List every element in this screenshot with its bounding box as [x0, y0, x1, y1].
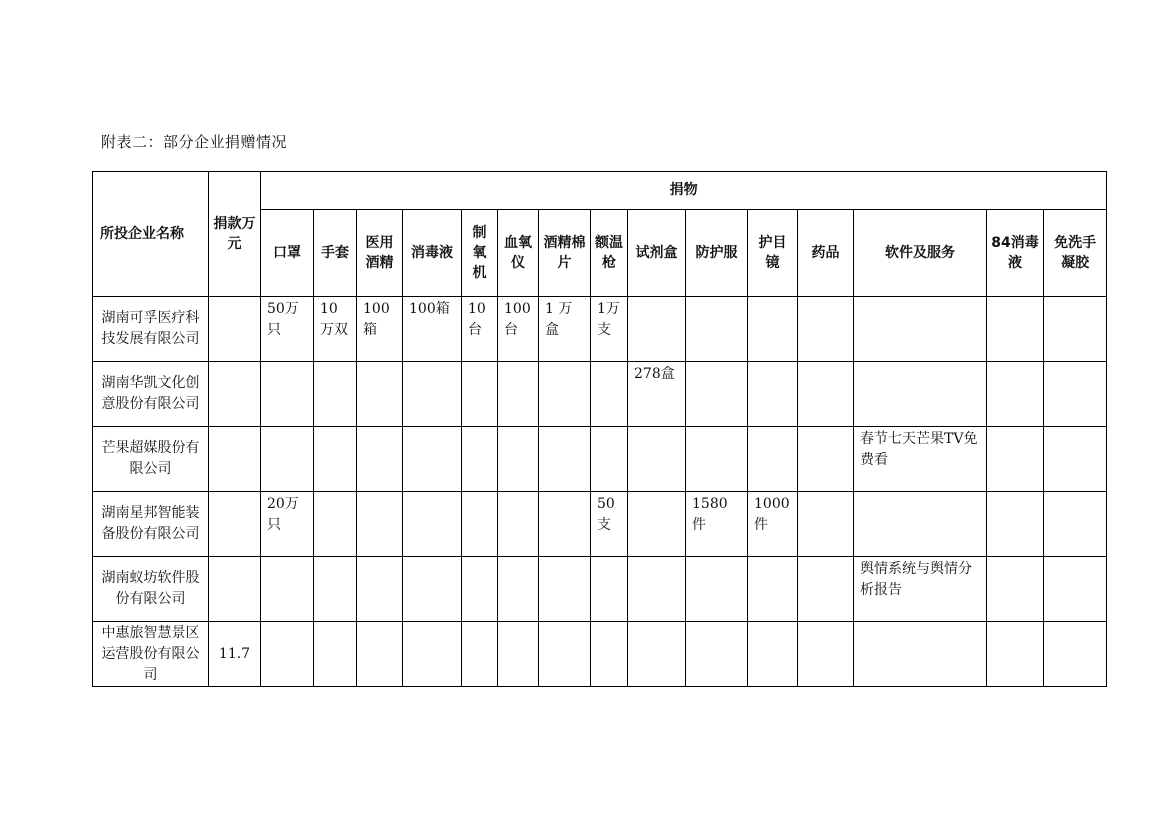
- company-name: 湖南蚁坊软件股份有限公司: [93, 557, 209, 622]
- goods-cell: [357, 362, 403, 427]
- goods-cell: 20万只: [261, 492, 314, 557]
- goods-cell: [686, 557, 748, 622]
- goods-cell: [314, 492, 357, 557]
- donation-amount: [209, 362, 261, 427]
- goods-cell: [498, 492, 539, 557]
- goods-cell: [498, 427, 539, 492]
- goods-cell: 1万支: [591, 297, 628, 362]
- goods-cell: [686, 622, 748, 687]
- goods-cell: [748, 622, 798, 687]
- goods-cell: [1044, 362, 1107, 427]
- goods-cell: 舆情系统与舆情分析报告: [854, 557, 987, 622]
- donation-amount: [209, 492, 261, 557]
- goods-cell: [498, 557, 539, 622]
- goods-cell: 50支: [591, 492, 628, 557]
- header-item: 额温枪: [591, 210, 628, 297]
- company-name: 湖南华凯文化创意股份有限公司: [93, 362, 209, 427]
- goods-cell: [261, 557, 314, 622]
- goods-cell: [403, 427, 462, 492]
- goods-cell: [748, 557, 798, 622]
- header-item: 医用酒精: [357, 210, 403, 297]
- goods-cell: [498, 622, 539, 687]
- header-item: 手套: [314, 210, 357, 297]
- donation-amount: [209, 297, 261, 362]
- goods-cell: [1044, 427, 1107, 492]
- goods-cell: 100箱: [357, 297, 403, 362]
- table-row: [93, 297, 1107, 362]
- table-row: [93, 557, 1107, 622]
- goods-cell: [854, 297, 987, 362]
- goods-cell: 50万只: [261, 297, 314, 362]
- header-item: 消毒液: [403, 210, 462, 297]
- goods-cell: [462, 427, 498, 492]
- goods-cell: [798, 557, 854, 622]
- table-caption: 附表二：部分企业捐赠情况: [101, 133, 288, 151]
- goods-cell: [987, 427, 1044, 492]
- goods-cell: [686, 362, 748, 427]
- goods-cell: [1044, 297, 1107, 362]
- goods-cell: [987, 492, 1044, 557]
- goods-cell: [748, 362, 798, 427]
- goods-cell: 1000件: [748, 492, 798, 557]
- company-name: 湖南可孚医疗科技发展有限公司: [93, 297, 209, 362]
- header-item: 护目镜: [748, 210, 798, 297]
- goods-cell: [748, 297, 798, 362]
- goods-cell: [462, 362, 498, 427]
- goods-cell: [987, 622, 1044, 687]
- goods-cell: [591, 622, 628, 687]
- goods-cell: [462, 492, 498, 557]
- goods-cell: [539, 427, 591, 492]
- header-donation: 捐款万元: [209, 172, 261, 297]
- header-item: 免洗手凝胶: [1044, 210, 1107, 297]
- goods-cell: [403, 557, 462, 622]
- goods-cell: [854, 492, 987, 557]
- goods-cell: [1044, 492, 1107, 557]
- donation-amount: 11.7: [209, 622, 261, 687]
- header-item: 血氧仪: [498, 210, 539, 297]
- goods-cell: 1580件: [686, 492, 748, 557]
- goods-cell: [261, 622, 314, 687]
- goods-cell: 100台: [498, 297, 539, 362]
- goods-cell: [314, 427, 357, 492]
- goods-cell: [628, 557, 686, 622]
- header-company: 所投企业名称: [93, 172, 209, 297]
- header-item: 酒精棉片: [539, 210, 591, 297]
- goods-cell: [539, 362, 591, 427]
- header-item: 试剂盒: [628, 210, 686, 297]
- table-row: [93, 427, 1107, 492]
- goods-cell: [987, 557, 1044, 622]
- goods-cell: [314, 622, 357, 687]
- goods-cell: [261, 427, 314, 492]
- company-name: 芒果超媒股份有限公司: [93, 427, 209, 492]
- goods-cell: [798, 297, 854, 362]
- donation-amount: [209, 557, 261, 622]
- goods-cell: [591, 557, 628, 622]
- goods-cell: [854, 622, 987, 687]
- goods-cell: [314, 362, 357, 427]
- goods-cell: [403, 622, 462, 687]
- header-item: 制氧机: [462, 210, 498, 297]
- header-item: 软件及服务: [854, 210, 987, 297]
- goods-cell: 1 万盒: [539, 297, 591, 362]
- goods-cell: [403, 492, 462, 557]
- goods-cell: [798, 427, 854, 492]
- goods-cell: [628, 297, 686, 362]
- goods-cell: [628, 622, 686, 687]
- goods-cell: [686, 427, 748, 492]
- goods-cell: [261, 362, 314, 427]
- goods-cell: [314, 557, 357, 622]
- goods-cell: [628, 427, 686, 492]
- goods-cell: 278盒: [628, 362, 686, 427]
- donation-table: [92, 171, 1107, 687]
- donation-amount: [209, 427, 261, 492]
- goods-cell: [798, 622, 854, 687]
- goods-cell: 10台: [462, 297, 498, 362]
- goods-cell: [686, 297, 748, 362]
- goods-cell: [539, 557, 591, 622]
- goods-cell: [798, 362, 854, 427]
- goods-cell: [498, 362, 539, 427]
- goods-cell: [357, 492, 403, 557]
- goods-cell: [357, 557, 403, 622]
- goods-cell: [987, 297, 1044, 362]
- goods-cell: [1044, 557, 1107, 622]
- header-item: 防护服: [686, 210, 748, 297]
- table-row: [93, 362, 1107, 427]
- header-item: 口罩: [261, 210, 314, 297]
- goods-cell: 100箱: [403, 297, 462, 362]
- goods-cell: [403, 362, 462, 427]
- goods-cell: [539, 622, 591, 687]
- goods-cell: [539, 492, 591, 557]
- table-row: [93, 622, 1107, 687]
- goods-cell: [357, 622, 403, 687]
- table-row: [93, 492, 1107, 557]
- header-goods: 捐物: [261, 172, 1107, 210]
- goods-cell: [854, 362, 987, 427]
- goods-cell: [462, 622, 498, 687]
- goods-cell: [591, 362, 628, 427]
- goods-cell: [462, 557, 498, 622]
- goods-cell: 春节七天芒果TV免费看: [854, 427, 987, 492]
- company-name: 湖南星邦智能装备股份有限公司: [93, 492, 209, 557]
- goods-cell: [798, 492, 854, 557]
- company-name: 中惠旅智慧景区运营股份有限公司: [93, 622, 209, 687]
- goods-cell: [748, 427, 798, 492]
- goods-cell: [357, 427, 403, 492]
- goods-cell: [591, 427, 628, 492]
- goods-cell: [987, 362, 1044, 427]
- goods-cell: [628, 492, 686, 557]
- header-item: 药品: [798, 210, 854, 297]
- header-item: 84消毒液: [987, 210, 1044, 297]
- goods-cell: 10万双: [314, 297, 357, 362]
- goods-cell: [1044, 622, 1107, 687]
